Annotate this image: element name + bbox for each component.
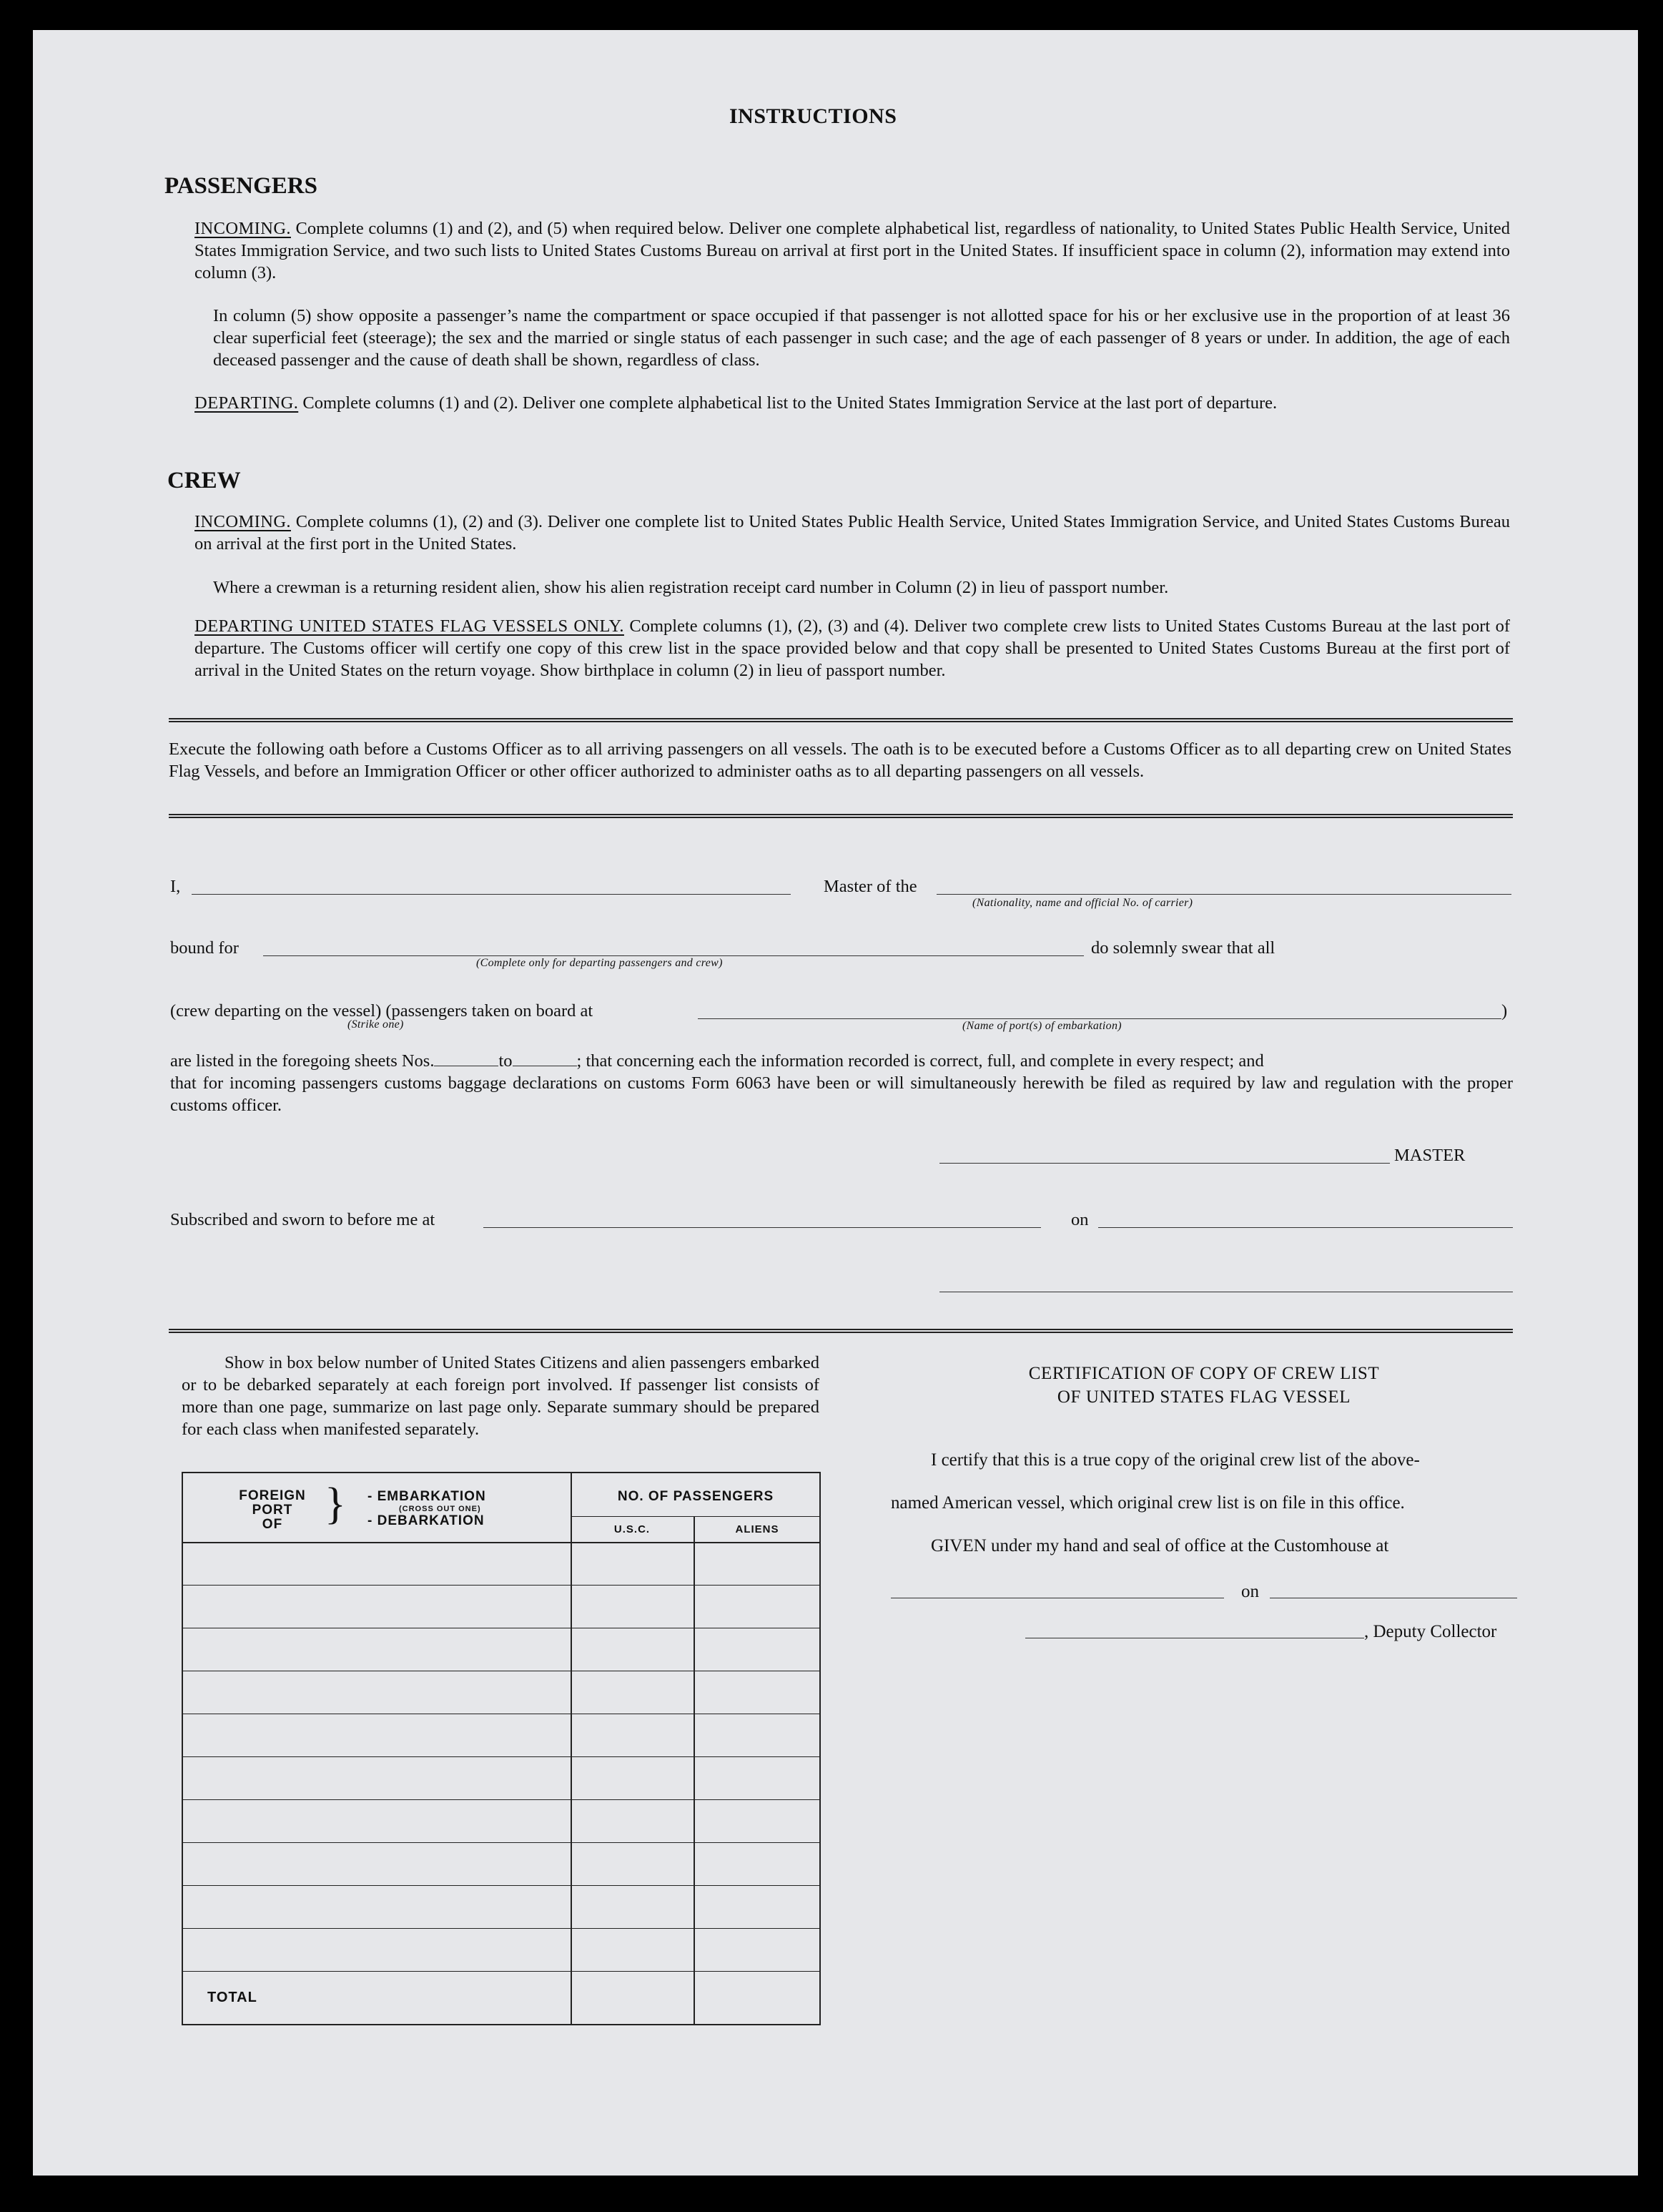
certification-title-line2: OF UNITED STATES FLAG VESSEL: [1057, 1387, 1351, 1407]
listed-to: to: [498, 1051, 513, 1071]
listed-sheets-line: [170, 1050, 1513, 1072]
crew-departing-lead: DEPARTING UNITED STATES FLAG VESSELS ONLY.: [194, 616, 624, 636]
crew-resident-paragraph: Where a crewman is a returning resident alien, show his alien registration receipt card number in Column (2) in lieu of passport number.: [213, 578, 1169, 597]
carrier-field[interactable]: [937, 894, 1511, 895]
sheet-to-field[interactable]: [513, 1052, 577, 1066]
swear-label: do solemnly swear that all: [1091, 938, 1275, 958]
certification-on-label: on: [1241, 1582, 1259, 1601]
passengers-incoming-text: Complete columns (1) and (2), and (5) when required below. Deliver one complete alphabetical list, regardless of nationality, to United States Public Health Service, United States Immigration Service, and two such lists to United States Customs Bureau on arrival at first port in the United States. If insufficient space in column (2), information may extend into column (3).: [194, 219, 1511, 282]
master-of-label: Master of the: [824, 877, 917, 896]
strike-caption: (Strike one): [347, 1018, 404, 1031]
deputy-collector-label: , Deputy Collector: [1364, 1622, 1497, 1641]
passenger-summary-table: [182, 1472, 821, 2025]
subscribed-on-label: on: [1071, 1210, 1089, 1229]
passengers-heading: PASSENGERS: [164, 173, 317, 199]
header-debarkation: - DEBARKATION: [367, 1513, 485, 1528]
sheet-from-field[interactable]: [434, 1052, 498, 1066]
bound-for-label: bound for: [170, 938, 239, 958]
subscribed-place-field[interactable]: [483, 1227, 1041, 1228]
listed-continuation: that for incoming passengers customs baggage declarations on customs Form 6063 have been or will simultaneously herewith be filed as required by law and regulation with the proper customs officer.: [170, 1073, 1513, 1115]
passengers-departing-text: Complete columns (1) and (2). Deliver one complete alphabetical list to the United States Immigration Service at the last port of departure.: [302, 393, 1278, 413]
section-divider: [169, 718, 1513, 722]
form-sheet: [33, 30, 1638, 2176]
oath-i-label: I,: [170, 877, 181, 896]
table-row[interactable]: [183, 1928, 819, 1929]
header-subdivider: [571, 1516, 821, 1517]
header-foreign: FOREIGN: [239, 1488, 306, 1503]
table-row[interactable]: [183, 1756, 819, 1757]
master-signature-field[interactable]: [939, 1163, 1390, 1164]
table-row[interactable]: [183, 1799, 819, 1800]
carrier-caption: (Nationality, name and official No. of carrier): [972, 897, 1193, 909]
given-text: GIVEN under my hand and seal of office at the Customhouse at: [931, 1536, 1389, 1555]
page-title: INSTRUCTIONS: [729, 104, 897, 128]
table-row[interactable]: [183, 1971, 819, 1972]
oath-divider: [169, 814, 1513, 818]
certify-line1: I certify that this is a true copy of the original crew list of the above-: [931, 1450, 1420, 1470]
table-row[interactable]: [183, 1885, 819, 1886]
header-no-passengers: NO. OF PASSENGERS: [617, 1489, 774, 1504]
passengers-incoming-lead: INCOMING.: [194, 219, 291, 238]
subscribed-label: Subscribed and sworn to before me at: [170, 1210, 435, 1229]
crew-departing-text: Complete columns (1), (2), (3) and (4). Deliver two complete crew lists to United States Customs Bureau at the last port of departure. The Customs officer will certify one copy of this crew list in the space provided below and that copy shall be presented to United States Customs Bureau at the first port of arrival in the United States on the return voyage. Show birthplace in column (2) in lieu of passport number.: [194, 616, 1510, 680]
subscribed-date-field[interactable]: [1098, 1227, 1513, 1228]
ports-close-paren: ): [1501, 1001, 1508, 1021]
passengers-column5-paragraph: In column (5) show opposite a passenger’s name the compartment or space occupied if that passenger is not allotted space for his or her exclusive use in the proportion of at least 36 clear superficial feet (steerage); the sex and the married or single status of each passenger in such case; and the age of each passenger of 8 years or under. In addition, the age of each deceased passenger and the cause of death shall be shown, regardless of class.: [213, 306, 1510, 370]
header-of: OF: [262, 1517, 283, 1532]
header-foreign-port: [226, 1489, 319, 1532]
passengers-departing-paragraph: [194, 392, 1510, 414]
bound-for-field[interactable]: [263, 955, 1084, 956]
summary-divider: [169, 1329, 1513, 1333]
certify-line2: named American vessel, which original crew list is on file in this office.: [891, 1493, 1405, 1513]
master-label: MASTER: [1394, 1146, 1466, 1165]
header-cross-out: (CROSS OUT ONE): [399, 1505, 481, 1513]
crew-incoming-paragraph: [194, 511, 1510, 555]
ports-field[interactable]: [698, 1018, 1501, 1019]
crew-incoming-text: Complete columns (1), (2) and (3). Deliver one complete list to United States Public Health Service, United States Immigration Service, and United States Customs Bureau on arrival at the first port in the United States.: [194, 512, 1510, 554]
total-label: TOTAL: [207, 1990, 257, 2005]
listed-prefix: are listed in the foregoing sheets Nos.: [170, 1051, 435, 1071]
header-aliens: ALIENS: [735, 1523, 779, 1535]
crew-incoming-lead: INCOMING.: [194, 512, 291, 531]
header-embarkation: - EMBARKATION: [367, 1489, 486, 1504]
header-port: PORT: [252, 1503, 293, 1518]
oath-intro: Execute the following oath before a Customs Officer as to all arriving passengers on all vessels. The oath is to be executed before a Customs Officer as to all departing crew on United States Flag Vessels, and before an Immigration Officer or other officer authorized to administer oaths as to all departing passengers on all vessels.: [169, 739, 1511, 781]
passengers-departing-lead: DEPARTING.: [194, 393, 299, 413]
crew-departing-paragraph: [194, 615, 1510, 682]
bound-for-caption: (Complete only for departing passengers and crew): [476, 957, 723, 969]
listed-suffix: ; that concerning each the information recorded is correct, full, and complete in every respect; and: [576, 1051, 1264, 1071]
table-divider-usc: [694, 1516, 695, 2024]
summary-instructions: Show in box below number of United States Citizens and alien passengers embarked or to be debarked separately at each foreign port involved. If passenger list consists of more than one page, summarize on last page only. Separate summary should be prepared for each class when manifested separately.: [182, 1353, 819, 1439]
table-divider-port: [571, 1473, 572, 2024]
crew-departing-label: (crew departing on the vessel) (passengers taken on board at: [170, 1001, 593, 1021]
master-name-field[interactable]: [192, 894, 791, 895]
table-row[interactable]: [183, 1842, 819, 1843]
certification-title-line1: CERTIFICATION OF COPY OF CREW LIST: [1028, 1364, 1380, 1383]
passengers-incoming-paragraph: [194, 217, 1510, 284]
header-brace: }: [325, 1480, 346, 1528]
certification-title: [882, 1362, 1526, 1409]
table-header-rule: [183, 1542, 819, 1543]
ports-caption: (Name of port(s) of embarkation): [962, 1020, 1122, 1032]
crew-heading: CREW: [167, 468, 241, 493]
header-usc: U.S.C.: [613, 1523, 651, 1535]
table-row[interactable]: [183, 1585, 819, 1586]
